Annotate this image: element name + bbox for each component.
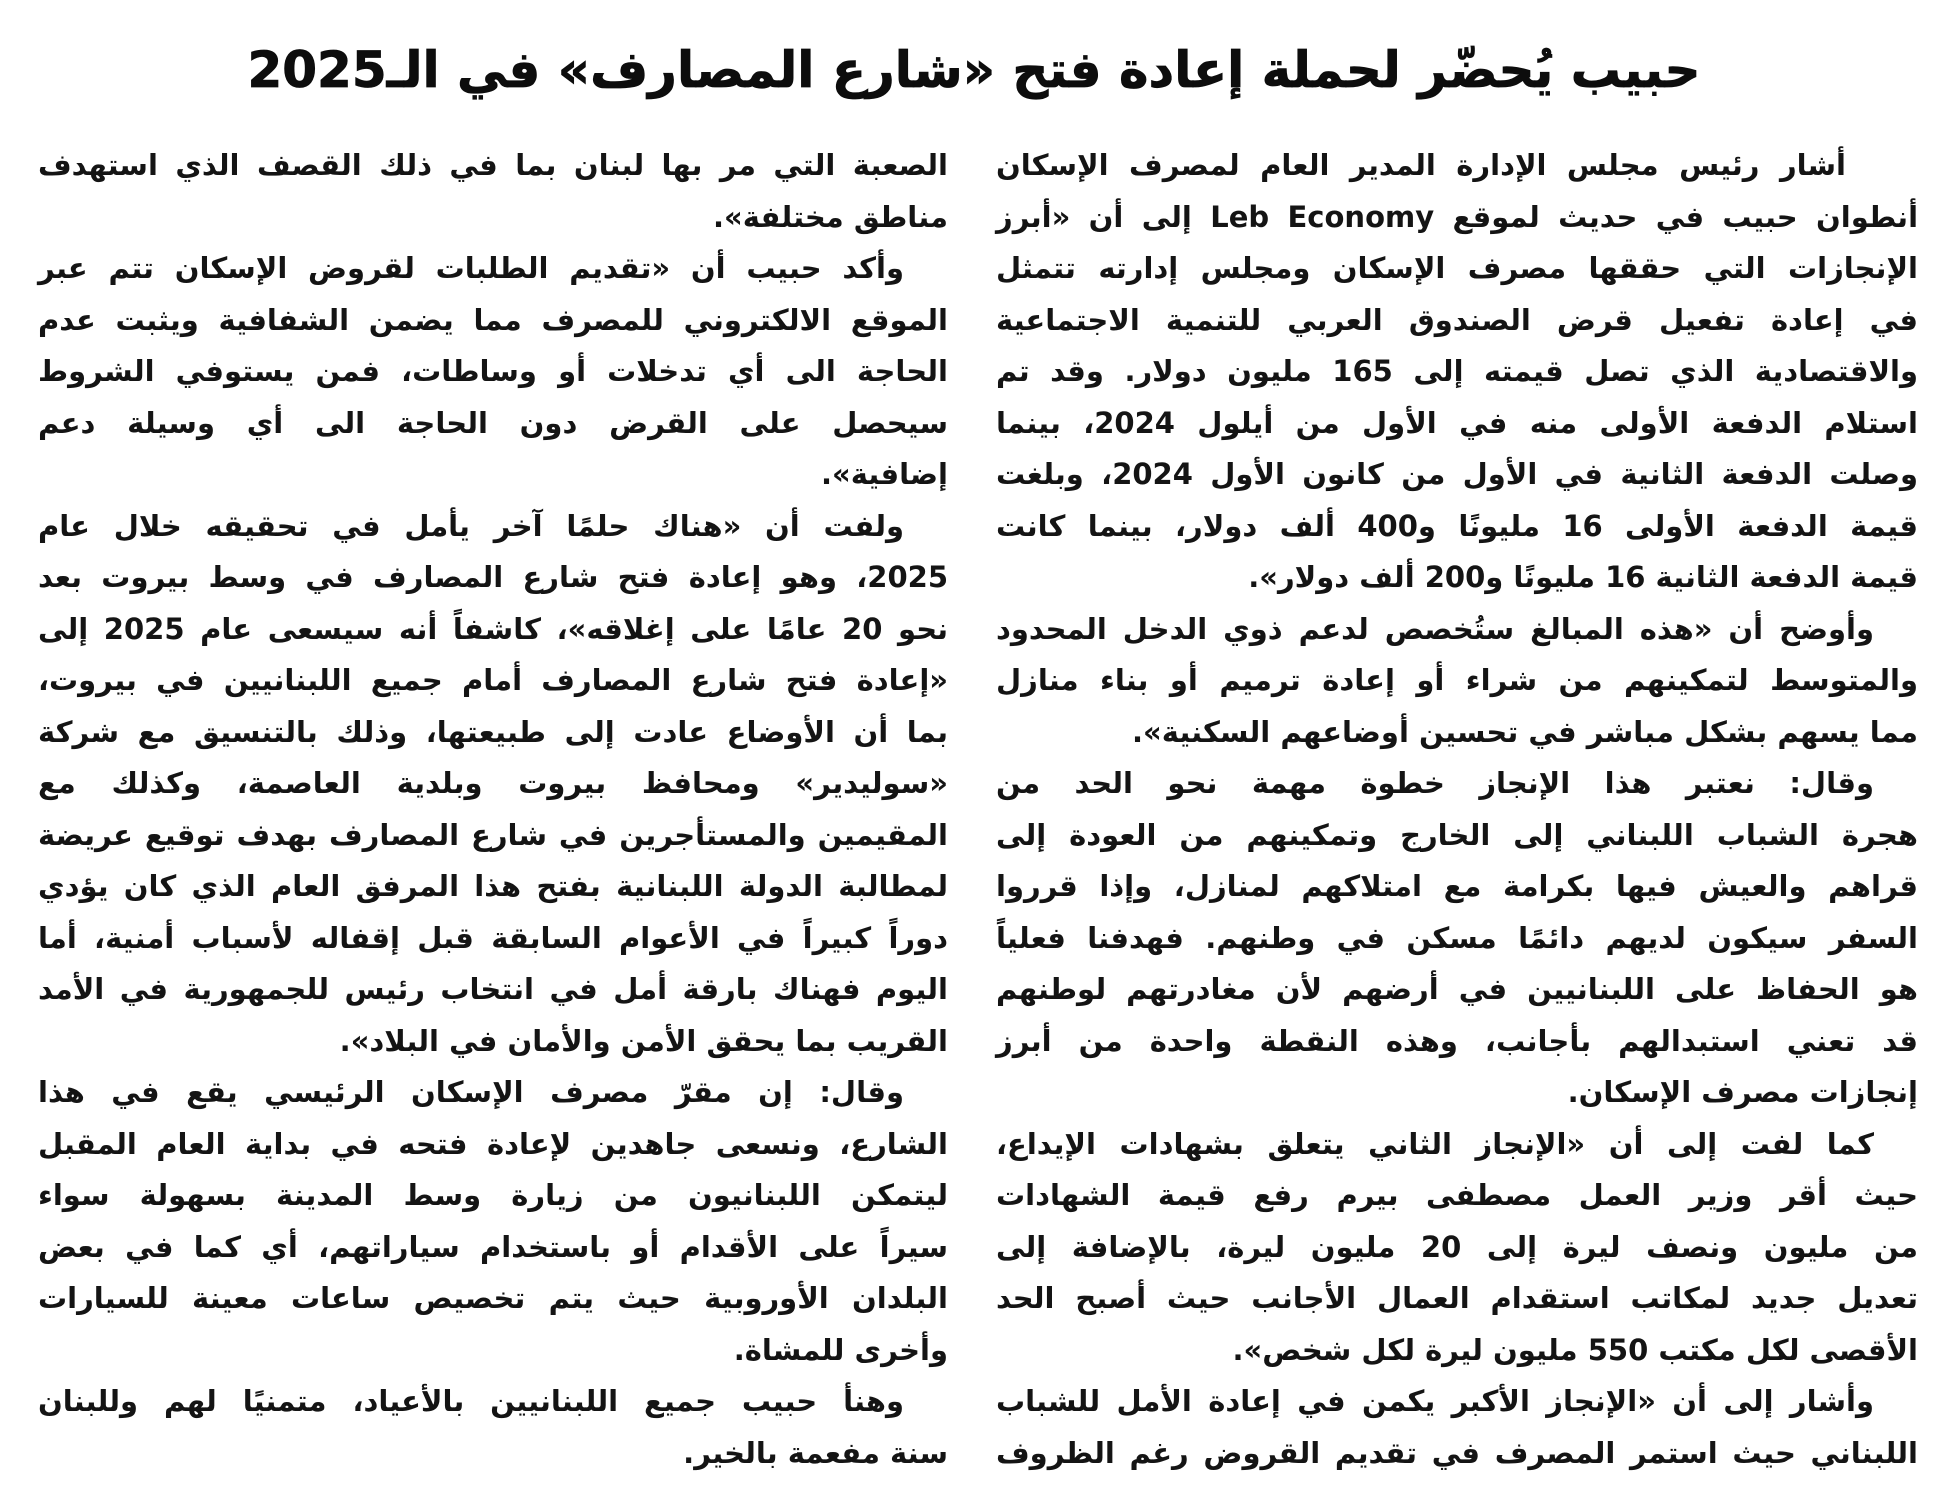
text-line: قراهم والعيش فيها بكرامة مع امتلاكهم لمنازل، وإذا قرروا (996, 869, 1918, 903)
text-line: سيراً على الأقدام أو باستخدام سياراتهم، أي كما في بعض (38, 1229, 948, 1264)
text-line: 2025، وهو إعادة فتح شارع المصارف في وسط بيروت بعد (38, 560, 948, 594)
text-line: هجرة الشباب اللبناني إلى الخارج وتمكينهم من العودة إلى (996, 817, 1918, 852)
text-line: استلام الدفعة الأولى منه في الأول من أيلول 2024، بينما (996, 405, 1918, 440)
paragraph (38, 1376, 948, 1479)
text-line: «سوليدير» ومحافظ بيروت وبلدية العاصمة، وكذلك مع (38, 766, 948, 800)
paragraph (996, 758, 1918, 1119)
text-line: ليتمكن اللبنانيون من زيارة وسط المدينة بسهولة سواء (38, 1178, 948, 1212)
text-line: هو الحفاظ على اللبنانيين في أرضهم لأن مغادرتهم لوطنهم (996, 972, 1918, 1006)
text-line: إضافية». (820, 457, 948, 491)
article-column-left (38, 140, 948, 1479)
paragraph (38, 501, 948, 1068)
text-line: بما أن الأوضاع عادت إلى طبيعتها، وذلك بالتنسيق مع شركة (38, 714, 948, 749)
text-line: «إعادة فتح شارع المصارف أمام جميع اللبنانيين في بيروت، (38, 663, 948, 697)
text-line: وأوضح أن «هذه المبالغ ستُخصص لدعم ذوي الدخل المحدود (996, 611, 1874, 646)
text-line: المقيمين والمستأجرين في شارع المصارف بهدف توقيع عريضة (38, 817, 948, 852)
text-line: اللبناني حيث استمر المصرف في تقديم القروض رغم الظروف (996, 1435, 1918, 1470)
text-line: وصلت الدفعة الثانية في الأول من كانون الأول 2024، وبلغت (996, 457, 1919, 491)
text-line: الحاجة الى أي تدخلات أو وساطات، فمن يستوفي الشروط (38, 354, 948, 388)
text-line: نحو 20 عامًا على إغلاقه»، كاشفاً أنه سيسعى عام 2025 إلى (38, 611, 948, 646)
text-line: وقال: إن مقرّ مصرف الإسكان الرئيسي يقع في هذا (38, 1075, 904, 1109)
paragraph (996, 1376, 1918, 1479)
text-line: كما لفت إلى أن «الإنجاز الثاني يتعلق بشهادات الإيداع، (996, 1126, 1874, 1161)
text-line: ولفت أن «هناك حلمًا آخر يأمل في تحقيقه خلال عام (38, 508, 904, 543)
paragraph (38, 243, 948, 501)
text-line: البلدان الأوروبية حيث يتم تخصيص ساعات معينة للسيارات (38, 1281, 948, 1315)
text-line: الصعبة التي مر بها لبنان بما في ذلك القصف الذي استهدف (38, 148, 948, 182)
text-line: قد تعني استبدالهم بأجانب، وهذه النقطة واحدة من أبرز (996, 1023, 1918, 1058)
text-line: السفر سيكون لديهم دائمًا مسكن في وطنهم. فهدفنا فعلياً (996, 920, 1918, 955)
text-line: وقال: نعتبر هذا الإنجاز خطوة مهمة نحو الحد من (996, 766, 1874, 800)
paragraph (996, 604, 1918, 759)
paragraph (996, 1119, 1918, 1377)
text-line: قيمة الدفعة الثانية 16 مليونًا و200 ألف دولار». (1248, 560, 1918, 594)
text-line: أنطوان حبيب في حديث لموقع Leb Economy إلى أن «أبرز (996, 199, 1919, 234)
text-line: وأكد حبيب أن «تقديم الطلبات لقروض الإسكان تتم عبر (38, 251, 904, 285)
headline: حبيب يُحضّر لحملة إعادة فتح «شارع المصارف» في الـ2025 (247, 41, 1701, 99)
text-line: إنجازات مصرف الإسكان. (1567, 1075, 1918, 1109)
text-line: وأشار إلى أن «الإنجاز الأكبر يكمن في إعادة الأمل للشباب (996, 1384, 1874, 1418)
paragraph (38, 140, 948, 243)
text-line: تعديل جديد لمكاتب استقدام العمال الأجانب حيث أصبح الحد (996, 1281, 1918, 1315)
text-line: سنة مفعمة بالخير. (683, 1435, 948, 1470)
text-line: وهنأ حبيب جميع اللبنانيين بالأعياد، متمنيًا لهم وللبنان (38, 1384, 904, 1418)
text-line: وأخرى للمشاة. (733, 1332, 948, 1367)
text-line: الموقع الالكتروني للمصرف مما يضمن الشفافية ويثبت عدم (38, 302, 948, 337)
paragraph (996, 140, 1918, 604)
text-line: لمطالبة الدولة اللبنانية بفتح هذا المرفق العام الذي كان يؤدي (38, 869, 948, 903)
text-line: الشارع، ونسعى جاهدين لإعادة فتحه في بداية العام المقبل (38, 1126, 948, 1161)
text-line: مما يسهم بشكل مباشر في تحسين أوضاعهم السكنية». (1132, 714, 1918, 749)
text-line: القريب بما يحقق الأمن والأمان في البلاد». (339, 1023, 948, 1058)
headline-container (0, 20, 1948, 120)
text-line: الأقصى لكل مكتب 550 مليون ليرة لكل شخص». (1232, 1332, 1918, 1367)
text-line: في إعادة تفعيل قرض الصندوق العربي للتنمية الاجتماعية (996, 302, 1918, 337)
text-line: والاقتصادية الذي تصل قيمته إلى 165 مليون دولار. وقد تم (996, 354, 1919, 388)
text-line: والمتوسط لتمكينهم من شراء أو إعادة ترميم أو بناء منازل (996, 663, 1918, 697)
text-line: أشار رئيس مجلس الإدارة المدير العام لمصرف الإسكان (996, 148, 1846, 182)
text-line: مناطق مختلفة». (713, 199, 948, 234)
text-line: قيمة الدفعة الأولى 16 مليونًا و400 ألف دولار، بينما كانت (996, 508, 1919, 543)
text-line: من مليون ونصف ليرة إلى 20 مليون ليرة، بالإضافة إلى (996, 1229, 1918, 1264)
text-line: سيحصل على القرض دون الحاجة الى أي وسيلة دعم (38, 405, 948, 440)
paragraph (38, 1067, 948, 1376)
text-line: حيث أقر وزير العمل مصطفى بيرم رفع قيمة الشهادات (996, 1178, 1918, 1212)
text-line: اليوم فهناك بارقة أمل في انتخاب رئيس للجمهورية في الأمد (38, 972, 948, 1006)
text-line: الإنجازات التي حققها مصرف الإسكان ومجلس إدارته تتمثل (996, 251, 1918, 285)
text-line: دوراً كبيراً في الأعوام السابقة قبل إقفاله لأسباب أمنية، أما (38, 920, 948, 955)
article-column-right (996, 140, 1918, 1479)
